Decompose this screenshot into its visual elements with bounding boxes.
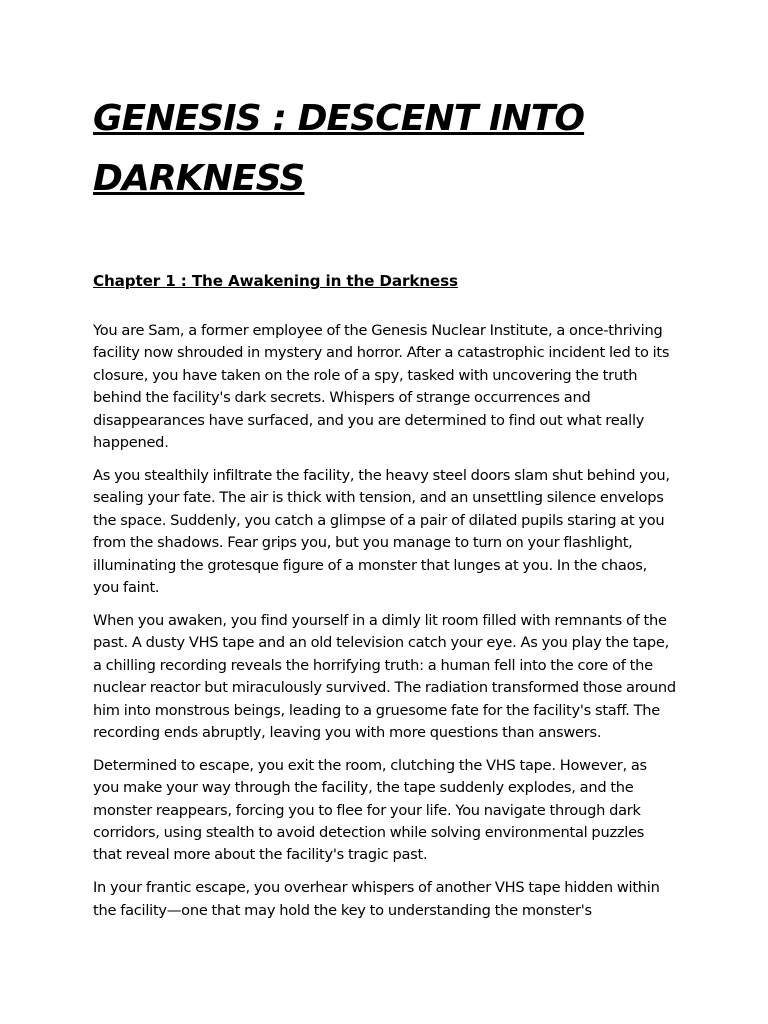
chapter-heading: Chapter 1 : The Awakening in the Darkness	[93, 272, 458, 290]
document-body	[93, 320, 676, 922]
body-paragraph: You are Sam, a former employee of the Genesis Nuclear Institute, a once-thriving facility now shrouded in mystery and horror. After a catastrophic incident led to its closure, you have taken on the role of a spy, tasked with uncovering the truth behind the facility's dark secrets. Whispers of strange occurrences and disappearances have surfaced, and you are determined to find out what really happened.	[93, 322, 670, 452]
document-title: GENESIS : DESCENT INTO DARKNESS	[93, 98, 585, 199]
body-paragraph: Determined to escape, you exit the room, clutching the VHS tape. However, as you make your way through the facility, the tape suddenly explodes, and the monster reappears, forcing you to flee for your life. You navigate through dark corridors, using stealth to avoid detection while solving environmental puzzles that reveal more about the facility's tragic past.	[93, 756, 647, 864]
body-paragraph: When you awaken, you find yourself in a dimly lit room filled with remnants of the past. A dusty VHS tape and an old television catch your eye. As you play the tape, a chilling recording reveals the horrifying truth: a human fell into the core of the nuclear reactor but miraculously survived. The radiation transformed those around him into monstrous beings, leading to a gruesome fate for the facility's staff. The recording ends abruptly, leaving you with more questions than answers.	[93, 611, 676, 741]
body-paragraph: In your frantic escape, you overhear whispers of another VHS tape hidden within the facility—one that may hold the key to understanding the monster's	[93, 879, 660, 919]
body-paragraph: As you stealthily infiltrate the facility, the heavy steel doors slam shut behind you, sealing your fate. The air is thick with tension, and an unsettling silence envelops the space. Suddenly, you catch a glimpse of a pair of dilated pupils staring at you from the shadows. Fear grips you, but you manage to turn on your flashlight, illuminating the grotesque figure of a monster that lunges at you. In the chaos, you faint.	[93, 466, 670, 596]
document-content	[93, 89, 676, 933]
